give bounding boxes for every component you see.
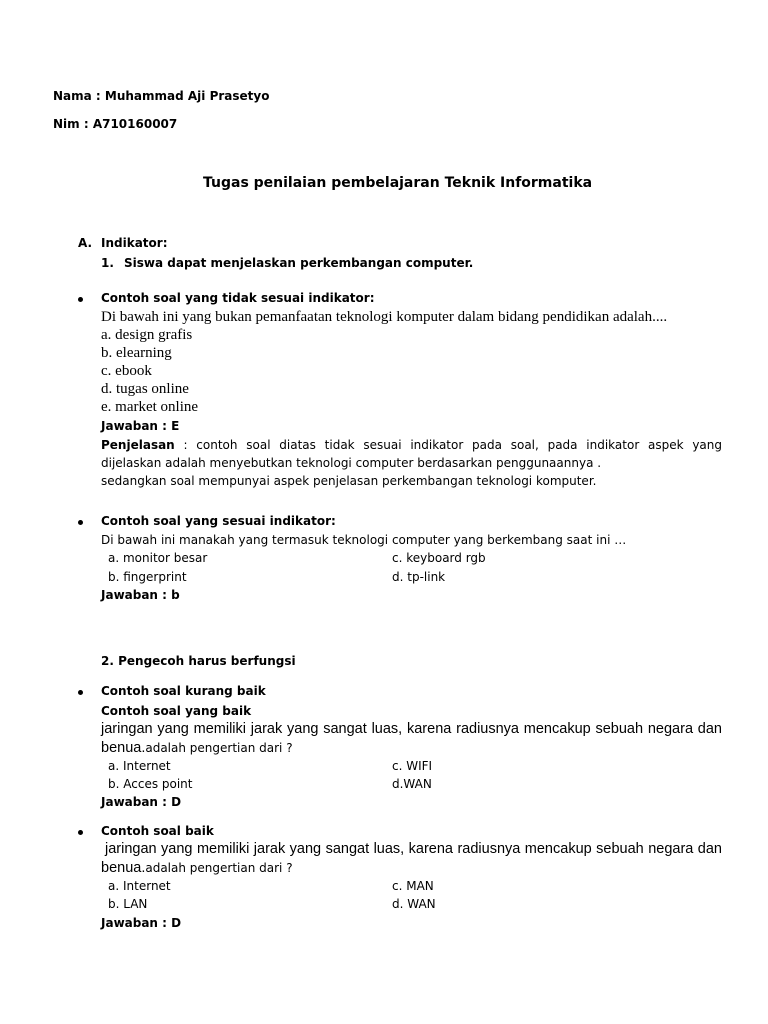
block2-option-b: b. fingerprint (108, 570, 187, 584)
block1-option-b: b. elearning (101, 345, 172, 361)
block4-question-text: jaringan yang memiliki jarak yang sangat luas, karena radiusnya mencakup sebuah negara dan (105, 841, 722, 857)
block1-explanation-line1 (101, 439, 722, 451)
block4-option-b: b. LAN (108, 897, 148, 911)
section-a-marker: A. (78, 236, 93, 250)
block2-answer: Jawaban : b (101, 588, 180, 602)
block3-option-b: b. Acces point (108, 777, 193, 791)
bullet-icon (78, 690, 83, 695)
block3-question-line1 (101, 722, 722, 737)
bullet-icon (78, 297, 83, 302)
bullet-icon (78, 830, 83, 835)
block3-question-tail-a: benua. (101, 740, 146, 756)
block1-question: Di bawah ini yang bukan pemanfaatan teknologi komputer dalam bidang pendidikan adalah.... (101, 309, 668, 325)
student-name: Nama : Muhammad Aji Prasetyo (53, 89, 270, 103)
block3-subheading: Contoh soal yang baik (101, 704, 252, 718)
block4-option-c: c. MAN (392, 879, 434, 893)
block1-explanation-label: Penjelasan (101, 438, 175, 452)
indicator-1-number: 1. (101, 256, 114, 270)
block3-option-c: c. WIFI (392, 759, 433, 773)
block3-question-line2 (101, 740, 293, 756)
block3-option-a: a. Internet (108, 759, 171, 773)
block4-answer: Jawaban : D (101, 916, 182, 930)
block1-explanation-rest: : contoh soal diatas tidak sesuai indikator pada soal, pada indikator aspek yang (174, 438, 722, 452)
block4-question-line1 (105, 842, 722, 857)
block4-question-line2 (101, 860, 293, 876)
block3-heading: Contoh soal kurang baik (101, 684, 266, 698)
block4-question-tail-a: benua. (101, 860, 146, 876)
indicator-1-text: Siswa dapat menjelaskan perkembangan computer. (124, 256, 474, 270)
block3-question-tail-b: adalah pengertian dari ? (145, 741, 293, 755)
student-nim: Nim : A710160007 (53, 117, 178, 131)
block3-question-text: jaringan yang memiliki jarak yang sangat luas, karena radiusnya mencakup sebuah negara dan (101, 721, 722, 737)
block2-heading: Contoh soal yang sesuai indikator: (101, 514, 336, 528)
block2-question: Di bawah ini manakah yang termasuk teknologi computer yang berkembang saat ini … (101, 533, 627, 547)
block1-answer: Jawaban : E (101, 419, 180, 433)
block2-option-d: d. tp-link (392, 570, 446, 584)
block4-option-a: a. Internet (108, 879, 171, 893)
document-title: Tugas penilaian pembelajaran Teknik Informatika (203, 175, 593, 191)
block3-answer: Jawaban : D (101, 795, 182, 809)
block1-option-c: c. ebook (101, 363, 152, 379)
block1-option-d: d. tugas online (101, 381, 189, 397)
block2-option-c: c. keyboard rgb (392, 551, 486, 565)
block1-explanation-line2: dijelaskan adalah menyebutkan teknologi computer berdasarkan penggunaannya . (101, 456, 602, 470)
block1-explanation-text (101, 438, 722, 452)
section-a-label: Indikator: (101, 236, 168, 250)
block1-explanation-line3: sedangkan soal mempunyai aspek penjelasan perkembangan teknologi komputer. (101, 474, 597, 488)
block1-option-e: e. market online (101, 399, 199, 415)
block2-option-a: a. monitor besar (108, 551, 208, 565)
section-2-heading: 2. Pengecoh harus berfungsi (101, 654, 296, 668)
block3-option-d: d.WAN (392, 777, 432, 791)
block1-heading: Contoh soal yang tidak sesuai indikator: (101, 291, 375, 305)
bullet-icon (78, 520, 83, 525)
block4-question-tail-b: adalah pengertian dari ? (145, 861, 293, 875)
block1-option-a: a. design grafis (101, 327, 193, 343)
block4-heading: Contoh soal baik (101, 824, 214, 838)
block4-option-d: d. WAN (392, 897, 436, 911)
